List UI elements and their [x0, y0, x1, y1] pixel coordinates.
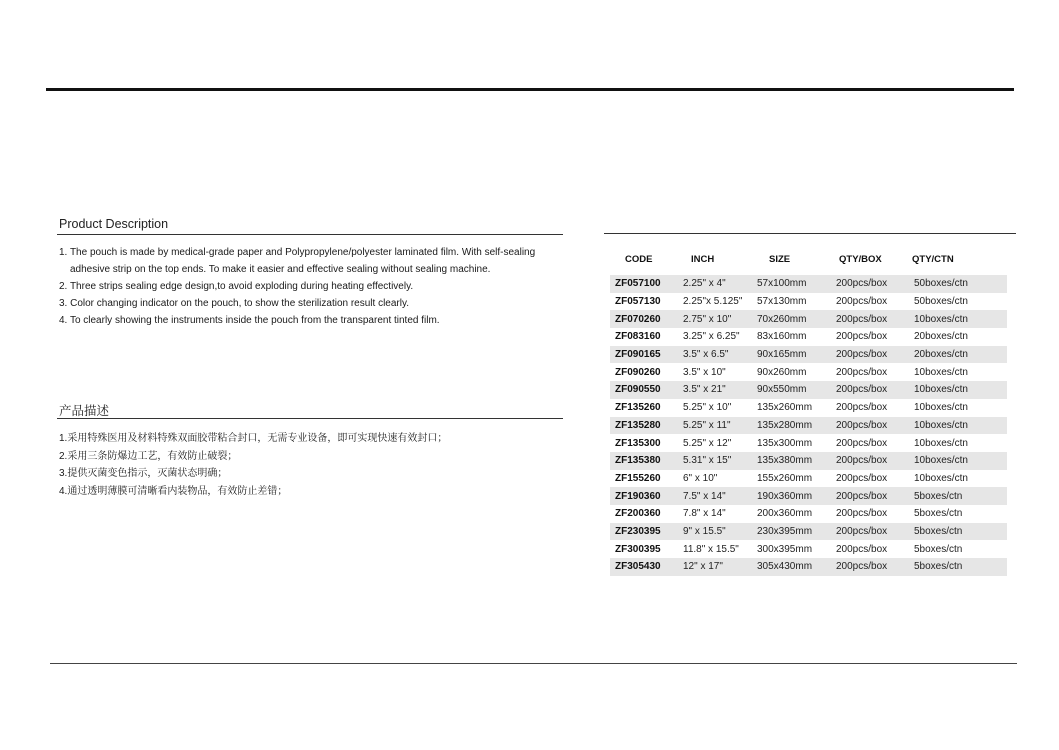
cell-inch: 7.8" x 14" — [683, 508, 726, 520]
cell-inch: 3.5" x 10" — [683, 366, 726, 378]
heading-underline — [57, 234, 563, 235]
table-row — [610, 558, 1007, 576]
cell-inch: 12" x 17" — [683, 561, 723, 573]
table-row — [610, 346, 1007, 364]
cell-qty-ctn: 5boxes/ctn — [914, 508, 963, 520]
cell-size: 83x160mm — [757, 331, 807, 343]
cell-qty-ctn: 20boxes/ctn — [914, 331, 968, 343]
cell-inch: 3.25" x 6.25" — [683, 331, 740, 343]
cell-qty-ctn: 10boxes/ctn — [914, 419, 968, 431]
cell-qty-ctn: 5boxes/ctn — [914, 543, 963, 555]
description-item-zh: 3.提供灭菌变色指示，灭菌状态明确； — [59, 468, 228, 479]
table-row — [610, 487, 1007, 505]
description-item-continuation: adhesive strip on the top ends. To make it easier and effective sealing without sealing machine. — [70, 264, 491, 275]
description-item — [59, 312, 559, 329]
cell-inch: 11.8" x 15.5" — [683, 543, 739, 555]
table-row — [610, 452, 1007, 470]
cell-qty-box: 200pcs/box — [836, 525, 888, 537]
cell-inch: 2.75" x 10" — [683, 313, 732, 325]
cell-inch: 5.25" x 12" — [683, 437, 732, 449]
cell-qty-box: 200pcs/box — [836, 561, 888, 573]
header-code: CODE — [625, 253, 653, 265]
description-item-zh: 4.通过透明薄膜可清晰看内装物品，有效防止差错； — [59, 485, 288, 497]
spec-table-header — [610, 249, 1007, 269]
cell-code: ZF155260 — [615, 472, 661, 484]
cell-size: 300x395mm — [757, 543, 813, 555]
cell-size: 135x380mm — [757, 455, 813, 467]
cell-qty-ctn: 20boxes/ctn — [914, 349, 968, 361]
description-list-en — [59, 244, 559, 329]
cell-qty-ctn: 10boxes/ctn — [914, 313, 968, 325]
description-item-text: 4. To clearly showing the instruments inside the pouch from the transparent tinted film. — [59, 315, 440, 326]
table-row — [610, 505, 1007, 523]
cell-qty-ctn: 10boxes/ctn — [914, 455, 968, 467]
cell-qty-box: 200pcs/box — [836, 402, 888, 414]
cell-qty-box: 200pcs/box — [836, 543, 888, 555]
description-item-zh: 1.采用特殊医用及材料特殊双面胶带粘合封口，无需专业设备，即可实现快速有效封口； — [59, 433, 448, 444]
table-row — [610, 434, 1007, 452]
cell-inch: 2.25"x 5.125" — [683, 296, 743, 308]
table-row — [610, 470, 1007, 488]
table-row — [610, 310, 1007, 328]
cell-qty-box: 200pcs/box — [836, 472, 888, 484]
cell-qty-box: 200pcs/box — [836, 419, 888, 431]
description-item — [59, 295, 559, 312]
cell-qty-box: 200pcs/box — [836, 384, 888, 396]
cell-qty-ctn: 5boxes/ctn — [914, 490, 963, 502]
product-description-heading: Product Description — [59, 217, 169, 231]
cell-qty-box: 200pcs/box — [836, 313, 888, 325]
table-top-divider — [604, 233, 1016, 234]
cell-qty-ctn: 10boxes/ctn — [914, 437, 968, 449]
cell-size: 155x260mm — [757, 472, 813, 484]
table-row — [610, 399, 1007, 417]
cell-inch: 6" x 10" — [683, 472, 718, 484]
cell-qty-box: 200pcs/box — [836, 455, 888, 467]
table-row — [610, 381, 1007, 399]
spec-table — [610, 249, 1007, 576]
table-row — [610, 275, 1007, 293]
cell-qty-ctn: 10boxes/ctn — [914, 402, 968, 414]
cell-qty-box: 200pcs/box — [836, 349, 888, 361]
product-description-heading-zh: 产品描述 — [59, 404, 110, 418]
cell-code: ZF135280 — [615, 419, 661, 431]
cell-size: 57x100mm — [757, 278, 807, 290]
description-item — [59, 278, 559, 295]
top-divider — [46, 88, 1014, 91]
cell-code: ZF230395 — [615, 525, 661, 537]
description-item — [59, 244, 559, 278]
header-qty-box: QTY/BOX — [839, 253, 882, 265]
cell-qty-box: 200pcs/box — [836, 331, 888, 343]
cell-code: ZF090550 — [615, 384, 661, 396]
table-row — [610, 328, 1007, 346]
cell-qty-box: 200pcs/box — [836, 296, 888, 308]
bottom-divider — [50, 663, 1017, 664]
header-qty-ctn: QTY/CTN — [912, 253, 954, 265]
description-list-zh — [59, 430, 447, 500]
cell-size: 190x360mm — [757, 490, 813, 502]
cell-code: ZF090260 — [615, 366, 661, 378]
cell-size: 70x260mm — [757, 313, 807, 325]
header-inch: INCH — [691, 253, 715, 265]
cell-qty-box: 200pcs/box — [836, 508, 888, 520]
cell-size: 135x300mm — [757, 437, 813, 449]
cell-code: ZF090165 — [615, 349, 661, 361]
cell-qty-box: 200pcs/box — [836, 490, 888, 502]
table-row — [610, 417, 1007, 435]
cell-inch: 5.25" x 11" — [683, 419, 731, 431]
table-row — [610, 363, 1007, 381]
cell-size: 135x260mm — [757, 402, 813, 414]
cell-size: 135x280mm — [757, 419, 813, 431]
cell-qty-ctn: 10boxes/ctn — [914, 472, 968, 484]
cell-code: ZF057130 — [615, 296, 661, 308]
table-row — [610, 293, 1007, 311]
spec-table-body — [610, 275, 1007, 576]
cell-inch: 2.25" x 4" — [683, 278, 726, 290]
heading-underline-zh — [57, 418, 563, 419]
header-size: SIZE — [769, 253, 791, 265]
cell-inch: 5.25" x 10" — [683, 402, 732, 414]
description-item-text: 2. Three strips sealing edge design,to avoid exploding during heating effectively. — [59, 281, 414, 292]
cell-inch: 5.31" x 15" — [683, 455, 732, 467]
cell-code: ZF135260 — [615, 402, 661, 414]
cell-code: ZF135380 — [615, 455, 661, 467]
cell-qty-ctn: 10boxes/ctn — [914, 384, 968, 396]
cell-inch: 7.5" x 14" — [683, 490, 726, 502]
cell-code: ZF083160 — [615, 331, 661, 343]
description-item-text: 1. The pouch is made by medical-grade paper and Polypropylene/polyester laminated film. With self-sealing — [59, 247, 536, 258]
cell-qty-ctn: 10boxes/ctn — [914, 366, 968, 378]
cell-size: 200x360mm — [757, 508, 813, 520]
cell-qty-ctn: 50boxes/ctn — [914, 296, 968, 308]
cell-qty-ctn: 5boxes/ctn — [914, 525, 963, 537]
cell-code: ZF070260 — [615, 313, 661, 325]
description-item-text: 3. Color changing indicator on the pouch, to show the sterilization result clearly. — [59, 298, 410, 309]
cell-qty-ctn: 50boxes/ctn — [914, 278, 968, 290]
cell-size: 90x165mm — [757, 349, 807, 361]
cell-code: ZF300395 — [615, 543, 661, 555]
cell-size: 90x260mm — [757, 366, 807, 378]
cell-code: ZF057100 — [615, 278, 661, 290]
cell-inch: 3.5" x 21" — [683, 384, 726, 396]
cell-qty-box: 200pcs/box — [836, 366, 888, 378]
cell-inch: 9" x 15.5" — [683, 525, 726, 537]
cell-size: 230x395mm — [757, 525, 813, 537]
cell-inch: 3.5" x 6.5" — [683, 349, 729, 361]
cell-size: 305x430mm — [757, 561, 813, 573]
table-row — [610, 540, 1007, 558]
cell-code: ZF135300 — [615, 437, 661, 449]
description-item-zh: 2.采用三条防爆边工艺，有效防止破裂； — [59, 450, 238, 462]
cell-code: ZF305430 — [615, 561, 661, 573]
table-row — [610, 523, 1007, 541]
cell-qty-box: 200pcs/box — [836, 278, 888, 290]
cell-code: ZF190360 — [615, 490, 661, 502]
cell-size: 90x550mm — [757, 384, 807, 396]
cell-qty-box: 200pcs/box — [836, 437, 888, 449]
cell-qty-ctn: 5boxes/ctn — [914, 561, 963, 573]
cell-code: ZF200360 — [615, 508, 661, 520]
cell-size: 57x130mm — [757, 296, 807, 308]
